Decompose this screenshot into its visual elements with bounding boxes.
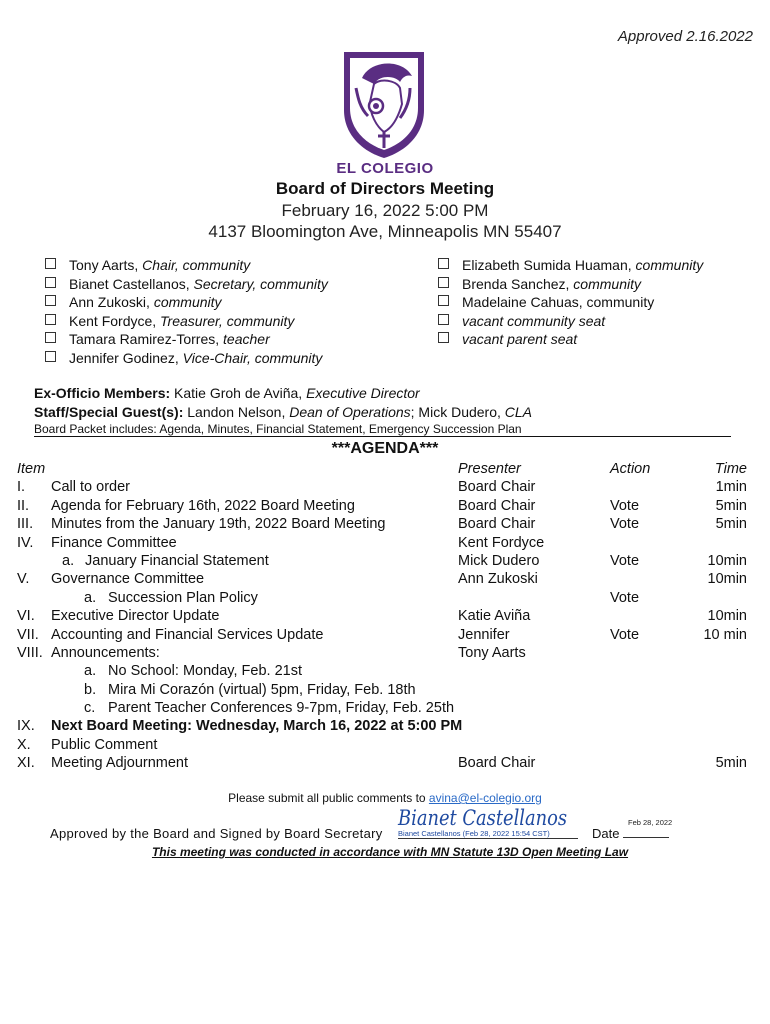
checkbox-icon	[45, 258, 56, 269]
agenda-row	[17, 736, 752, 754]
member-role: vacant parent seat	[462, 331, 578, 347]
agenda-item-text: Announcements:	[51, 644, 160, 661]
agenda-item-number: I.	[17, 479, 26, 496]
staff-role-1: Dean of Operations	[289, 404, 411, 420]
approval-note: Approved 2.16.2022	[617, 28, 753, 45]
date-line	[592, 826, 669, 841]
agenda-item-time: 5min	[715, 755, 747, 772]
member-role: Chair, community	[142, 257, 251, 273]
agenda-row	[17, 515, 752, 533]
checkbox-icon	[438, 277, 449, 288]
agenda-row	[17, 478, 752, 496]
member-name: Tony Aarts,	[69, 257, 139, 273]
checkbox-icon	[438, 314, 449, 325]
agenda-title: ***AGENDA***	[331, 440, 439, 457]
member-name: Ann Zukoski,	[69, 294, 150, 310]
member-name: Elizabeth Sumida Huaman,	[462, 257, 632, 273]
agenda-item-presenter: Board Chair	[458, 479, 536, 496]
agenda-row	[17, 626, 752, 644]
agenda-item-text: Parent Teacher Conferences 9-7pm, Friday, Feb. 25th	[108, 700, 455, 717]
meeting-datetime: February 16, 2022 5:00 PM	[281, 201, 489, 220]
checkbox-icon	[438, 258, 449, 269]
staff-label: Staff/Special Guest(s):	[34, 404, 184, 420]
agenda-item-action: Vote	[610, 589, 640, 606]
agenda-item-presenter: Kent Fordyce	[458, 534, 545, 551]
date-label: Date	[592, 826, 620, 841]
agenda-table	[17, 460, 752, 773]
agenda-row	[17, 534, 752, 552]
member-row	[45, 275, 328, 294]
member-role: community	[635, 257, 704, 273]
public-comment-note	[0, 791, 770, 805]
public-comment-text: Please submit all public comments to	[228, 791, 429, 805]
member-name: Madelaine Cahuas, community	[462, 294, 655, 310]
member-role: Secretary, community	[193, 275, 328, 292]
member-name: Kent Fordyce,	[69, 312, 157, 329]
staff-line	[34, 403, 532, 422]
agenda-item-text: Agenda for February 16th, 2022 Board Meeting	[51, 497, 355, 514]
member-row	[45, 330, 328, 349]
member-name: Jennifer Godinez,	[69, 349, 179, 366]
agenda-item-number: XI.	[17, 755, 35, 772]
agenda-item-presenter: Board Chair	[458, 516, 536, 533]
agenda-item-time: 5min	[715, 497, 747, 514]
document-title: Board of Directors Meeting	[275, 179, 495, 198]
agenda-item-text: Accounting and Financial Services Update	[51, 626, 324, 643]
agenda-item-presenter: Tony Aarts	[458, 644, 526, 661]
agenda-row	[17, 681, 752, 699]
staff-name-1: Landon Nelson,	[187, 404, 286, 420]
header-action: Action	[610, 461, 651, 477]
agenda-item-number: X.	[17, 736, 31, 753]
agenda-item-text: Succession Plan Policy	[108, 589, 258, 606]
staff-name-2: Mick Dudero,	[418, 404, 501, 420]
member-role: community	[573, 275, 641, 292]
header-time: Time	[714, 461, 747, 477]
agenda-item-action: Vote	[610, 516, 640, 533]
member-role: community	[153, 294, 222, 310]
member-row	[438, 293, 703, 312]
checkbox-icon	[45, 332, 56, 343]
member-row	[438, 256, 703, 275]
statute-note: This meeting was conducted in accordance with MN Statute 13D Open Meeting Law	[151, 845, 629, 859]
agenda-item-number: IV.	[17, 534, 34, 551]
agenda-item-number: V.	[17, 571, 30, 588]
date-blank	[623, 837, 669, 838]
agenda-row	[17, 497, 752, 515]
agenda-header-row	[17, 460, 752, 478]
agenda-item-action: Vote	[610, 626, 640, 643]
agenda-item-time: 10min	[707, 608, 747, 625]
signature-date-stamp: Feb 28, 2022	[628, 818, 673, 827]
school-name: EL COLEGIO	[336, 160, 434, 177]
agenda-item-presenter: Katie Aviña	[458, 608, 531, 625]
agenda-item-number: VII.	[17, 626, 39, 643]
checkbox-icon	[45, 314, 56, 325]
agenda-item-time: 10min	[707, 571, 747, 588]
agenda-item-presenter: Mick Dudero	[458, 552, 540, 569]
agenda-item-text: Next Board Meeting: Wednesday, March 16, 2022 at 5:00 PM	[51, 718, 463, 735]
agenda-item-number: a.	[84, 589, 97, 606]
checkbox-icon	[45, 351, 56, 362]
agenda-item-number: VI.	[17, 608, 35, 625]
agenda-item-text: Call to order	[51, 479, 130, 496]
agenda-row	[17, 644, 752, 662]
agenda-item-text: Finance Committee	[51, 534, 177, 551]
ex-officio-role: Executive Director	[306, 385, 420, 401]
agenda-item-text: Meeting Adjournment	[51, 755, 189, 772]
member-role: teacher	[223, 331, 270, 347]
agenda-item-action: Vote	[610, 552, 640, 569]
agenda-item-text: Executive Director Update	[51, 608, 220, 625]
checkbox-icon	[438, 295, 449, 306]
agenda-item-number: III.	[17, 516, 34, 533]
school-crest-logo	[340, 48, 428, 160]
agenda-item-presenter: Board Chair	[458, 755, 536, 772]
agenda-item-time: 1min	[715, 479, 747, 496]
member-name: Bianet Castellanos,	[69, 275, 190, 292]
agenda-item-number: a.	[62, 552, 75, 569]
agenda-row	[17, 589, 752, 607]
agenda-item-number: a.	[84, 663, 97, 680]
ex-officio-name: Katie Groh de Aviña,	[174, 385, 303, 401]
agenda-item-action: Vote	[610, 497, 640, 514]
meeting-address: 4137 Bloomington Ave, Minneapolis MN 55407	[208, 222, 562, 241]
signature-stamp: Bianet Castellanos (Feb 28, 2022 15:54 CST)	[398, 829, 578, 839]
agenda-item-text: Mira Mi Corazón (virtual) 5pm, Friday, Feb. 18th	[108, 681, 416, 698]
agenda-row	[17, 662, 752, 680]
signature-label: Approved by the Board and Signed by Board Secretary	[50, 826, 383, 841]
agenda-item-number: IX.	[17, 718, 35, 735]
member-role: vacant community seat	[462, 312, 606, 329]
agenda-item-time: 5min	[715, 516, 747, 533]
agenda-row	[17, 552, 752, 570]
ex-officio-label: Ex-Officio Members:	[34, 385, 171, 401]
agenda-item-number: VIII.	[17, 644, 43, 661]
header-presenter: Presenter	[458, 461, 521, 477]
checkbox-icon	[45, 277, 56, 288]
member-name: Brenda Sanchez,	[462, 275, 570, 292]
member-name: Tamara Ramirez-Torres,	[69, 331, 220, 347]
member-row	[45, 256, 328, 275]
agenda-row	[17, 607, 752, 625]
agenda-item-text: Governance Committee	[51, 571, 205, 588]
staff-role-2: CLA	[504, 404, 533, 420]
member-row	[45, 312, 328, 331]
ex-officio-line	[34, 384, 420, 403]
members-left-list	[45, 256, 328, 367]
agenda-row	[17, 570, 752, 588]
agenda-row	[17, 717, 752, 735]
header-item: Item	[17, 461, 46, 477]
board-packet-note: Board Packet includes: Agenda, Minutes, Financial Statement, Emergency Succession Plan	[34, 422, 522, 436]
members-right-list	[438, 256, 703, 349]
member-role: Vice-Chair, community	[182, 349, 323, 366]
member-row	[45, 349, 328, 368]
agenda-item-text: No School: Monday, Feb. 21st	[108, 663, 302, 680]
member-row	[45, 293, 328, 312]
handwritten-signature: Bianet Castellanos	[398, 806, 568, 830]
divider	[34, 436, 731, 437]
member-row	[438, 275, 703, 294]
agenda-item-number: b.	[84, 681, 97, 698]
agenda-item-text: Public Comment	[51, 736, 158, 753]
member-row	[438, 312, 703, 331]
public-comment-email-link[interactable]: avina@el-colegio.org	[428, 791, 542, 805]
agenda-item-time: 10min	[707, 552, 747, 569]
agenda-item-number: II.	[17, 497, 30, 514]
agenda-item-text: Minutes from the January 19th, 2022 Board Meeting	[51, 516, 386, 533]
agenda-row	[17, 754, 752, 772]
agenda-item-time: 10 min	[703, 626, 747, 643]
checkbox-icon	[45, 295, 56, 306]
agenda-item-number: c.	[84, 700, 96, 717]
agenda-row	[17, 699, 752, 717]
staff-separator: ;	[410, 404, 415, 420]
agenda-item-presenter: Ann Zukoski	[458, 571, 538, 588]
member-row	[438, 330, 703, 349]
agenda-item-presenter: Board Chair	[458, 497, 536, 514]
checkbox-icon	[438, 332, 449, 343]
agenda-item-presenter: Jennifer	[458, 626, 510, 643]
member-role: Treasurer, community	[160, 312, 295, 329]
agenda-item-text: January Financial Statement	[85, 552, 269, 569]
